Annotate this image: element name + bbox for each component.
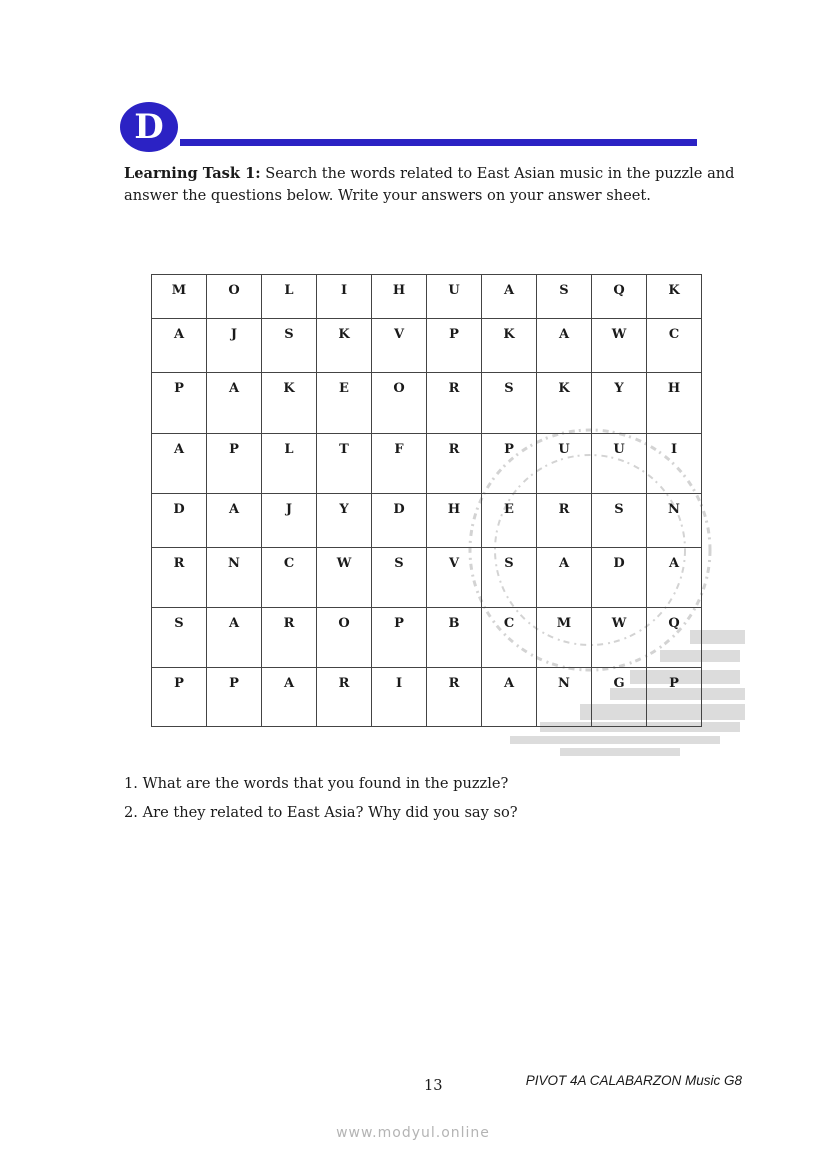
puzzle-cell: A (207, 494, 262, 548)
puzzle-cell: K (537, 373, 592, 434)
puzzle-cell: A (482, 668, 537, 727)
question-1: 1. What are the words that you found in the puzzle? (124, 775, 509, 792)
puzzle-cell: A (152, 434, 207, 494)
puzzle-cell: Y (592, 373, 647, 434)
questions (124, 773, 744, 831)
puzzle-cell: S (372, 548, 427, 608)
instructions-label: Learning Task 1: (124, 165, 261, 182)
puzzle-cell: P (207, 434, 262, 494)
puzzle-cell: F (372, 434, 427, 494)
puzzle-cell: D (372, 494, 427, 548)
section-rule (180, 139, 697, 146)
puzzle-cell: A (537, 548, 592, 608)
puzzle-row (152, 373, 702, 434)
word-search-grid (151, 274, 702, 727)
puzzle-cell: I (372, 668, 427, 727)
puzzle-row (152, 668, 702, 727)
puzzle-cell: S (592, 494, 647, 548)
puzzle-cell: N (647, 494, 702, 548)
puzzle-cell: R (152, 548, 207, 608)
puzzle-cell: R (537, 494, 592, 548)
puzzle-cell: W (592, 319, 647, 373)
puzzle-cell: U (427, 275, 482, 319)
puzzle-cell: O (207, 275, 262, 319)
puzzle-cell: O (372, 373, 427, 434)
puzzle-cell: O (317, 608, 372, 668)
puzzle-cell: P (647, 668, 702, 727)
puzzle-cell: B (427, 608, 482, 668)
puzzle-cell: I (647, 434, 702, 494)
puzzle-cell: H (372, 275, 427, 319)
question-2: 2. Are they related to East Asia? Why did you say so? (124, 804, 518, 821)
puzzle-cell: K (647, 275, 702, 319)
puzzle-cell: T (317, 434, 372, 494)
puzzle-cell: P (482, 434, 537, 494)
puzzle-cell: A (207, 608, 262, 668)
puzzle-cell: Q (592, 275, 647, 319)
puzzle-cell: R (317, 668, 372, 727)
puzzle-cell: P (427, 319, 482, 373)
puzzle-cell: A (262, 668, 317, 727)
section-badge (120, 102, 178, 152)
puzzle-cell: K (262, 373, 317, 434)
puzzle-row (152, 548, 702, 608)
puzzle-row (152, 275, 702, 319)
puzzle-cell: J (207, 319, 262, 373)
puzzle-cell: W (592, 608, 647, 668)
puzzle-cell: A (152, 319, 207, 373)
puzzle-cell: K (482, 319, 537, 373)
puzzle-cell: W (317, 548, 372, 608)
section-letter: D (134, 107, 164, 147)
puzzle-cell: A (537, 319, 592, 373)
puzzle-cell: D (152, 494, 207, 548)
puzzle-cell: S (537, 275, 592, 319)
page-number: 13 (424, 1077, 443, 1094)
instructions-text: Search the words related to East Asian music in the puzzle and answer the questions below. Write your answers on your answer sheet. (124, 165, 735, 204)
puzzle-row (152, 434, 702, 494)
puzzle-cell: L (262, 434, 317, 494)
puzzle-cell: A (482, 275, 537, 319)
footer-reference: PIVOT 4A CALABARZON Music G8 (525, 1073, 742, 1088)
puzzle-cell: H (647, 373, 702, 434)
puzzle-cell: S (262, 319, 317, 373)
puzzle-cell: S (482, 548, 537, 608)
puzzle-row (152, 319, 702, 373)
puzzle-cell: M (152, 275, 207, 319)
puzzle-cell: A (207, 373, 262, 434)
puzzle-cell: R (427, 668, 482, 727)
instructions (124, 163, 746, 207)
puzzle-cell: Q (647, 608, 702, 668)
puzzle-cell: R (427, 434, 482, 494)
puzzle-cell: P (152, 373, 207, 434)
puzzle-row (152, 494, 702, 548)
puzzle-cell: C (647, 319, 702, 373)
puzzle-cell: L (262, 275, 317, 319)
puzzle-cell: R (427, 373, 482, 434)
puzzle-cell: P (207, 668, 262, 727)
puzzle-cell: E (317, 373, 372, 434)
puzzle-cell: P (152, 668, 207, 727)
puzzle-cell: D (592, 548, 647, 608)
puzzle-cell: H (427, 494, 482, 548)
puzzle-cell: V (372, 319, 427, 373)
puzzle-cell: A (647, 548, 702, 608)
puzzle-cell: E (482, 494, 537, 548)
puzzle-cell: M (537, 608, 592, 668)
puzzle-cell: I (317, 275, 372, 319)
puzzle-cell: P (372, 608, 427, 668)
puzzle-row (152, 608, 702, 668)
puzzle-cell: Y (317, 494, 372, 548)
puzzle-cell: C (262, 548, 317, 608)
puzzle-cell: N (207, 548, 262, 608)
puzzle-cell: V (427, 548, 482, 608)
puzzle-cell: S (482, 373, 537, 434)
puzzle-cell: K (317, 319, 372, 373)
puzzle-cell: J (262, 494, 317, 548)
puzzle-cell: S (152, 608, 207, 668)
puzzle-cell: C (482, 608, 537, 668)
puzzle-cell: N (537, 668, 592, 727)
puzzle-cell: R (262, 608, 317, 668)
puzzle-cell: G (592, 668, 647, 727)
puzzle-cell: U (592, 434, 647, 494)
puzzle-cell: U (537, 434, 592, 494)
site-watermark: www.modyul.online (336, 1125, 490, 1141)
